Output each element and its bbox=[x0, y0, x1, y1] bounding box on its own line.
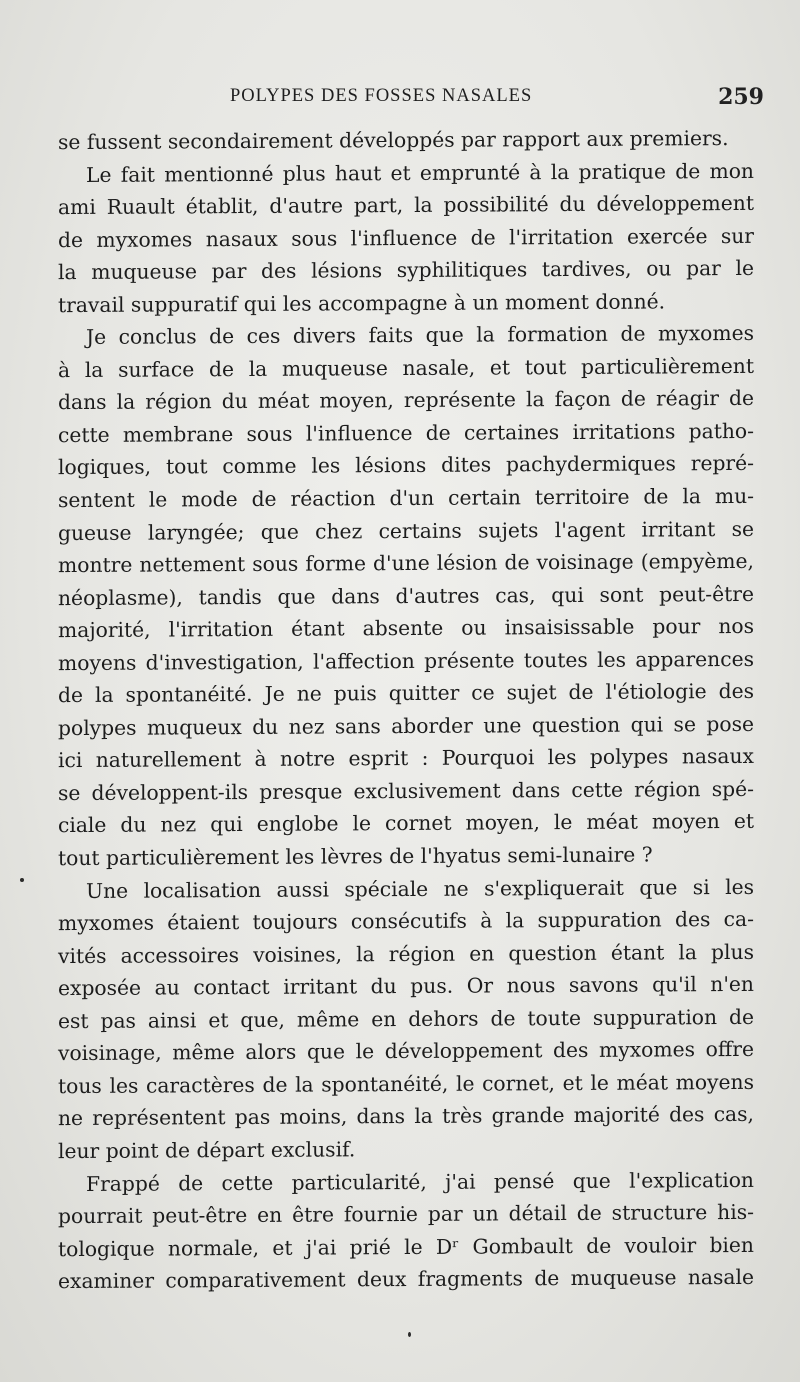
text-line-content: myxomes étaient toujours consécutifs à la suppuration des ca- bbox=[58, 906, 754, 936]
text-line-content: leur point de départ exclusif. bbox=[58, 1137, 356, 1164]
text-line-content: se fussent secondairement développés par rapport aux premiers. bbox=[58, 126, 729, 155]
text-line bbox=[58, 968, 754, 1005]
text-line-content: gueuse laryngée; que chez certains sujets l'agent irritant se bbox=[58, 516, 754, 545]
text-line-content: sentent le mode de réaction d'un certain territoire de la mu- bbox=[58, 483, 754, 513]
text-line bbox=[58, 317, 754, 354]
text-line bbox=[58, 447, 754, 484]
text-line-content: cette membrane sous l'influence de certaines irritations patho- bbox=[58, 418, 754, 448]
text-line-content: travail suppuratif qui les accompagne à un moment donné. bbox=[58, 289, 666, 317]
text-line bbox=[58, 415, 754, 452]
text-line bbox=[58, 610, 754, 647]
text-line-content: polypes muqueux du nez sans aborder une question qui se pose bbox=[58, 711, 754, 740]
body-text bbox=[58, 124, 754, 1296]
text-line-content: néoplasme), tandis que dans d'autres cas, qui sont peut-être bbox=[58, 581, 754, 610]
text-line bbox=[58, 1228, 754, 1265]
text-line-content: tout particulièrement les lèvres de l'hyatus semi-lunaire ? bbox=[58, 842, 653, 871]
text-line-content: vités accessoires voisines, la région en question étant la plus bbox=[58, 939, 754, 968]
text-line-content: moyens d'investigation, l'affection présente toutes les apparences bbox=[58, 646, 754, 675]
text-line bbox=[58, 1261, 754, 1298]
text-line bbox=[58, 1131, 754, 1168]
text-line-content: tous les caractères de la spontanéité, le cornet, et le méat moyens bbox=[58, 1069, 754, 1098]
text-line-content: voisinage, même alors que le développement des myxomes offre bbox=[58, 1037, 754, 1066]
text-line bbox=[58, 1066, 754, 1103]
running-header bbox=[60, 84, 764, 114]
text-line-content: ne représentent pas moins, dans la très grande majorité des cas, bbox=[58, 1102, 754, 1131]
text-line-content: de la spontanéité. Je ne puis quitter ce sujet de l'étiologie des bbox=[58, 679, 754, 708]
text-line bbox=[58, 578, 754, 615]
print-speck bbox=[20, 878, 24, 882]
print-speck bbox=[408, 1332, 411, 1337]
text-line bbox=[58, 154, 754, 191]
text-line bbox=[58, 480, 754, 517]
text-line-content: Je conclus de ces divers faits que la formation de myxomes bbox=[86, 321, 754, 350]
text-line bbox=[58, 936, 754, 973]
text-line bbox=[58, 545, 754, 582]
text-line bbox=[58, 643, 754, 680]
text-line bbox=[58, 1196, 754, 1233]
running-title: POLYPES DES FOSSES NASALES bbox=[230, 86, 533, 106]
text-line bbox=[58, 252, 754, 289]
text-line bbox=[58, 350, 754, 387]
text-line bbox=[58, 903, 754, 940]
text-line bbox=[58, 773, 754, 810]
text-line-content: se développent-ils presque exclusivement dans cette région spé- bbox=[58, 776, 754, 806]
text-line-content: majorité, l'irritation étant absente ou insaisissable pour nos bbox=[58, 614, 754, 643]
text-line bbox=[58, 220, 754, 257]
page-number: 259 bbox=[718, 84, 764, 110]
text-line-content: tologique normale, et j'ai prié le Dʳ Gombault de vouloir bien bbox=[58, 1232, 754, 1261]
text-line-content: ciale du nez qui englobe le cornet moyen, le méat moyen et bbox=[58, 809, 754, 838]
text-line-content: pourrait peut-être en être fournie par un détail de structure his- bbox=[58, 1199, 754, 1229]
text-line bbox=[58, 382, 754, 419]
text-line bbox=[58, 187, 754, 224]
text-line-content: de myxomes nasaux sous l'influence de l'irritation exercée sur bbox=[58, 223, 754, 252]
text-line-content: à la surface de la muqueuse nasale, et tout particulièrement bbox=[58, 353, 754, 382]
text-line-content: dans la région du méat moyen, représente la façon de réagir de bbox=[58, 386, 754, 415]
text-line bbox=[58, 1163, 754, 1200]
text-line-content: Le fait mentionné plus haut et emprunté à la pratique de mon bbox=[86, 158, 754, 187]
text-line-content: examiner comparativement deux fragments de muqueuse nasale bbox=[58, 1265, 754, 1294]
text-line bbox=[58, 675, 754, 712]
text-line bbox=[58, 870, 754, 907]
text-line bbox=[58, 1001, 754, 1038]
text-line-content: Frappé de cette particularité, j'ai pensé que l'explication bbox=[86, 1167, 754, 1196]
text-line bbox=[58, 122, 754, 159]
text-line-content: Une localisation aussi spéciale ne s'expliquerait que si les bbox=[86, 874, 754, 903]
text-line-content: montre nettement sous forme d'une lésion de voisinage (empyème, bbox=[58, 548, 754, 578]
text-line bbox=[58, 1098, 754, 1135]
text-line-content: la muqueuse par des lésions syphilitiques tardives, ou par le bbox=[58, 256, 754, 285]
text-line bbox=[58, 285, 754, 322]
text-line-content: ami Ruault établit, d'autre part, la possibilité du développement bbox=[58, 190, 754, 220]
text-line bbox=[58, 1033, 754, 1070]
text-line bbox=[58, 708, 754, 745]
text-line bbox=[58, 512, 754, 549]
text-line-content: ici naturellement à notre esprit : Pourquoi les polypes nasaux bbox=[58, 744, 754, 773]
text-line-content: logiques, tout comme les lésions dites pachydermiques repré- bbox=[58, 451, 754, 480]
text-line bbox=[58, 740, 754, 777]
text-line bbox=[58, 838, 754, 875]
text-line-content: exposée au contact irritant du pus. Or nous savons qu'il n'en bbox=[58, 972, 754, 1001]
text-line bbox=[58, 805, 754, 842]
text-line-content: est pas ainsi et que, même en dehors de toute suppuration de bbox=[58, 1004, 754, 1033]
